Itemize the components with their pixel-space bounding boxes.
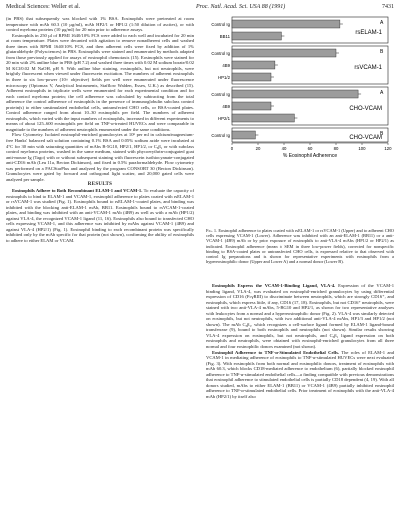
bar: [232, 102, 271, 110]
x-tick-label: 20: [255, 146, 261, 151]
x-axis-label: % Eosinophil Adherence: [282, 153, 338, 159]
page-number: 7431: [382, 4, 394, 10]
bar-label: Control Ig: [211, 132, 230, 138]
bar-chart: [206, 16, 394, 226]
bar: [232, 61, 275, 69]
panel-name: CHO-VCAM: [349, 135, 382, 141]
bar: [232, 73, 271, 81]
bar-label: Control Ig: [211, 21, 230, 27]
bar: [232, 90, 358, 98]
bar-label: HP1/2: [218, 74, 230, 80]
x-tick-label: 40: [281, 146, 287, 151]
panel-letter: B: [380, 49, 384, 55]
paragraph: Eosinophils in 250 µl of RPMI 1640/10% FCS were added to each well and incubated for 20 min at room temperature. Plates were decanted with agitation to remove nonadherent cells and washed three times with RPMI 1640/10% FCS, and then adherent cells were fixed by addition of 1% glutaraldehyde (Polysciences) in PBS. Eosinophils were stained and enumerated by methods adapted from those previously applied for assays of eosinophil chemotaxis (15). Eosinophils were stained for 20 min with 2% aniline blue in PBS (pH 7.2) and washed three times with 0.02 M sodium borate/0.02 M KCl/0.02 M NaOH, pH 9. With aniline blue staining, eosinophils, but not neutrophils, were brightly fluorescent when viewed under fluorescein excitation. The numbers of adherent eosinophils in three to six low-power (10× objective) fields per well were enumerated under fluorescence microscopy (Optomax V, Analytical Instruments, Stafflow Walden, Essex, U.K.) as described (15). Adherent eosinophils in triplicate wells were enumerated for each experimental condition and for each control myeloma protein; the cell adherence was calculated by subtracting from the total adherence the control adherence of eosinophils in the presence of immunoglobulin subclass control protein(s) to either unstimulated endothelial cells, untransfected CHO cells, or BSA-coated plates. Control adherence ranged from about 10–30 eosinophils per field. The numbers of adherent eosinophils, which varied with the input numbers of eosinophils, increased in different experiments to means of about 125–600 eosinophils per field on TNF-α-treated HUVECs and were comparable in magnitude to the numbers of adherent neutrophils enumerated under the same conditions.: [6, 32, 194, 132]
journal-section: Medical Sciences: Weller et al.: [6, 4, 81, 10]
paragraph: Flow Cytometry. Isolated eosinophil-enriched granulocytes at 10⁶ per ml in calcium/magnesium-free Hanks' balanced salt solution containing 0.1% BSA and 0.05% sodium azide were incubated at 4°C for 30 min with saturating quantities of mAbs B-5G10, HP2/1, HP1/2, or C₃β₁ or with subclass control myeloma proteins, washed in the same medium, stained with phycoerythrin-conjugated goat anti-mouse Ig (Tago) with or without subsequent staining with fluorescein isothiocyanate-conjugated anti-CD16 mAb (Leu 11a, Becton Dickinson), and fixed in 0.5% paraformaldehyde. Flow cytometry was performed on a FACStarPlus and analyzed by the program CONSORT 30 (Becton Dickinson). Granulocytes were gated by forward and orthogonal light scatter, and 20,000 gated cells were analyzed per sample.: [6, 132, 194, 182]
caption-text: Eosinophil adherence to plates coated with rsELAM-1 or rsVCAM-1 (Upper) and to adherent CHO cells expressing VCAM-1 (Lower). Adherence was inhibited with an anti-ELAM-1 (BB11) or a anti-VCAM-1 (4B9) mAb or by prior exposure of eosinophils to anti-VLA-4 mAbs (HP1/2 or HP2/1) as indicated. Eosinophil adherence (mean ± SEM in three low-power fields), corrected for nonspecific binding to BSA-coated plates or untransfected CHO cells, is expressed relative to that observed with control Ig preparations and is shown for representative experiments with eosinophils from a hypereosinophilic donor (Upper and Lower A) and a normal donor (Lower B).: [206, 228, 394, 265]
panel-letter: B: [380, 131, 384, 137]
results-heading: RESULTS: [87, 182, 113, 188]
panel-letter: A: [380, 90, 384, 96]
x-tick-label: 0: [230, 146, 234, 151]
paragraph: (in PBS) that subsequently was blocked with 1% BSA. Eosinophils were pretreated at room temperature with mAb 60.3 (10 µg/ml), mAb HP2/1 or HP1/2 (1:50 dilution of ascites), or with control myeloma proteins (10 µg/ml) for 20 min prior to adherence assays.: [6, 16, 194, 33]
bar: [232, 20, 340, 28]
bar-label: Control Ig: [211, 50, 230, 56]
bar-label: 4B9: [222, 103, 230, 109]
paragraph-text: To evaluate the capacity of eosinophils to bind to ELAM-1 and VCAM-1, eosinophil adherence to plates coated with rsELAM-1 or rsVCAM-1 was studied (Fig. 1). Eosinophils bound to rsELAM-1-coated plates, and binding was inhibited with the blocking anti-ELAM-1 mAb, BB11. Eosinophils bound to rsVCAM-1-coated plates, and binding was inhibited with an anti-VCAM-1 mAb (4B9) as well as with a mAb (HP1/2) against VLA-4, the recognized VCAM-1 ligand (11, 16). Eosinophils also bound to transfected CHO cells expressing VCAM-1, and this adherence was inhibited by mAbs against VCAM-1 (4B9) and against VLA-4 (HP2/1) (Fig. 1). Eosinophil binding to each recombinant protein was specifically inhibited only by the mAb specific for that protein (not shown), confirming the ability of eosinophils to adhere to either ELAM or VCAM.: [6, 187, 194, 243]
runin-heading: Eosinophil Adherence to TNF-α-Stimulated Endothelial Cells.: [212, 349, 340, 355]
bar-label: Control Ig: [211, 91, 230, 97]
bar-label: HP2/1: [218, 115, 230, 121]
journal-citation: Proc. Natl. Acad. Sci. USA 88 (1991): [196, 4, 286, 10]
bar: [232, 131, 255, 139]
bar-label: 4B9: [222, 62, 230, 68]
right-column: [206, 283, 394, 526]
panel-name: rsVCAM-1: [354, 65, 382, 71]
panel-name: rsELAM-1: [355, 30, 382, 36]
x-tick-label: 120: [384, 146, 392, 151]
bar: [232, 49, 336, 57]
figure-1: [206, 16, 394, 226]
paragraph: [206, 283, 394, 350]
paragraph: [6, 188, 194, 243]
running-header: [6, 4, 394, 14]
bar: [232, 114, 294, 122]
x-tick-label: 60: [307, 146, 313, 151]
x-tick-label: 80: [333, 146, 339, 151]
bar: [232, 32, 281, 40]
left-column: [6, 16, 194, 526]
caption-label: Fig. 1.: [206, 228, 218, 233]
runin-heading: Eosinophils Express the VCAM-1-Binding Ligand, VLA-4.: [212, 283, 336, 288]
panel-letter: A: [380, 20, 384, 26]
paragraph-text: Expression of the VCAM-1 binding ligand, VLA-4, was evaluated on eosinophil-enriched granulocytes by using differential expression of CD16 (FcγRIII) to discriminate between neutrophils, which are strongly CD16⁺, and eosinophils, which express little, if any, CD16 (17, 18). Eosinophils, but not CD16⁺ neutrophils, were stained with two anti-VLA-4 mAbs, 5-BG10 and HP2/1, as shown for two representative analyses with leukocytes from a normal and a hypereosinophilic donor (Fig. 2). VLA-4 was similarly detected on eosinophils, but not neutrophils, with two additional anti-VLA-4 mAbs, HP1/3 and HP1/2 (not shown). The mAb C₃β₁, which recognizes a cell-surface ligand formed by ELAM-1 ligand-bound transferrase (9), bound to both eosinophils and neutrophils (not shown). Similar results showing VLA-4 expression on eosinophils, but not neutrophils, and C₃β₁ ligand expression on both eosinophils and neutrophils, were obtained with eosinophil-enriched granulocytes from all three normal and four eosinophilic donors examined (not shown).: [206, 283, 394, 350]
x-tick-label: 100: [358, 146, 366, 151]
figure-caption: [206, 228, 394, 264]
bar-label: BB11: [219, 33, 230, 39]
runin-heading: Eosinophils Adhere to Both Recombinant ELAM-1 and VCAM-1.: [12, 187, 143, 193]
paragraph: [206, 350, 394, 400]
paragraph-text: The roles of ELAM-1 and VCAM-1 in mediating adherence of eosinophils to TNF-α-stimulated HUVECs were next evaluated (Fig. 3). With eosinophils from both normal and eosinophilic donors, treatment of eosinophils with mAb 60.3, which blocks CD18-mediated adherence to endothelium (6), partially blocked eosinophil adherence to TNF-α-stimulated endothelial cells—a finding compatible with previous demonstrations that eosinophil adherence to stimulated endothelial cells is partially CD18 dependent (4, 19). With all donors studied, mAbs to either ELAM-1 (BB11) or VCAM-1 (4B9) partially inhibited eosinophil adherence to TNF-α-stimulated endothelial cells. Prior treatment of eosinophils with the anti-VLA-4 mAb (HP2/1) by itself also: [206, 349, 394, 399]
panel-name: CHO-VCAM: [349, 106, 382, 112]
